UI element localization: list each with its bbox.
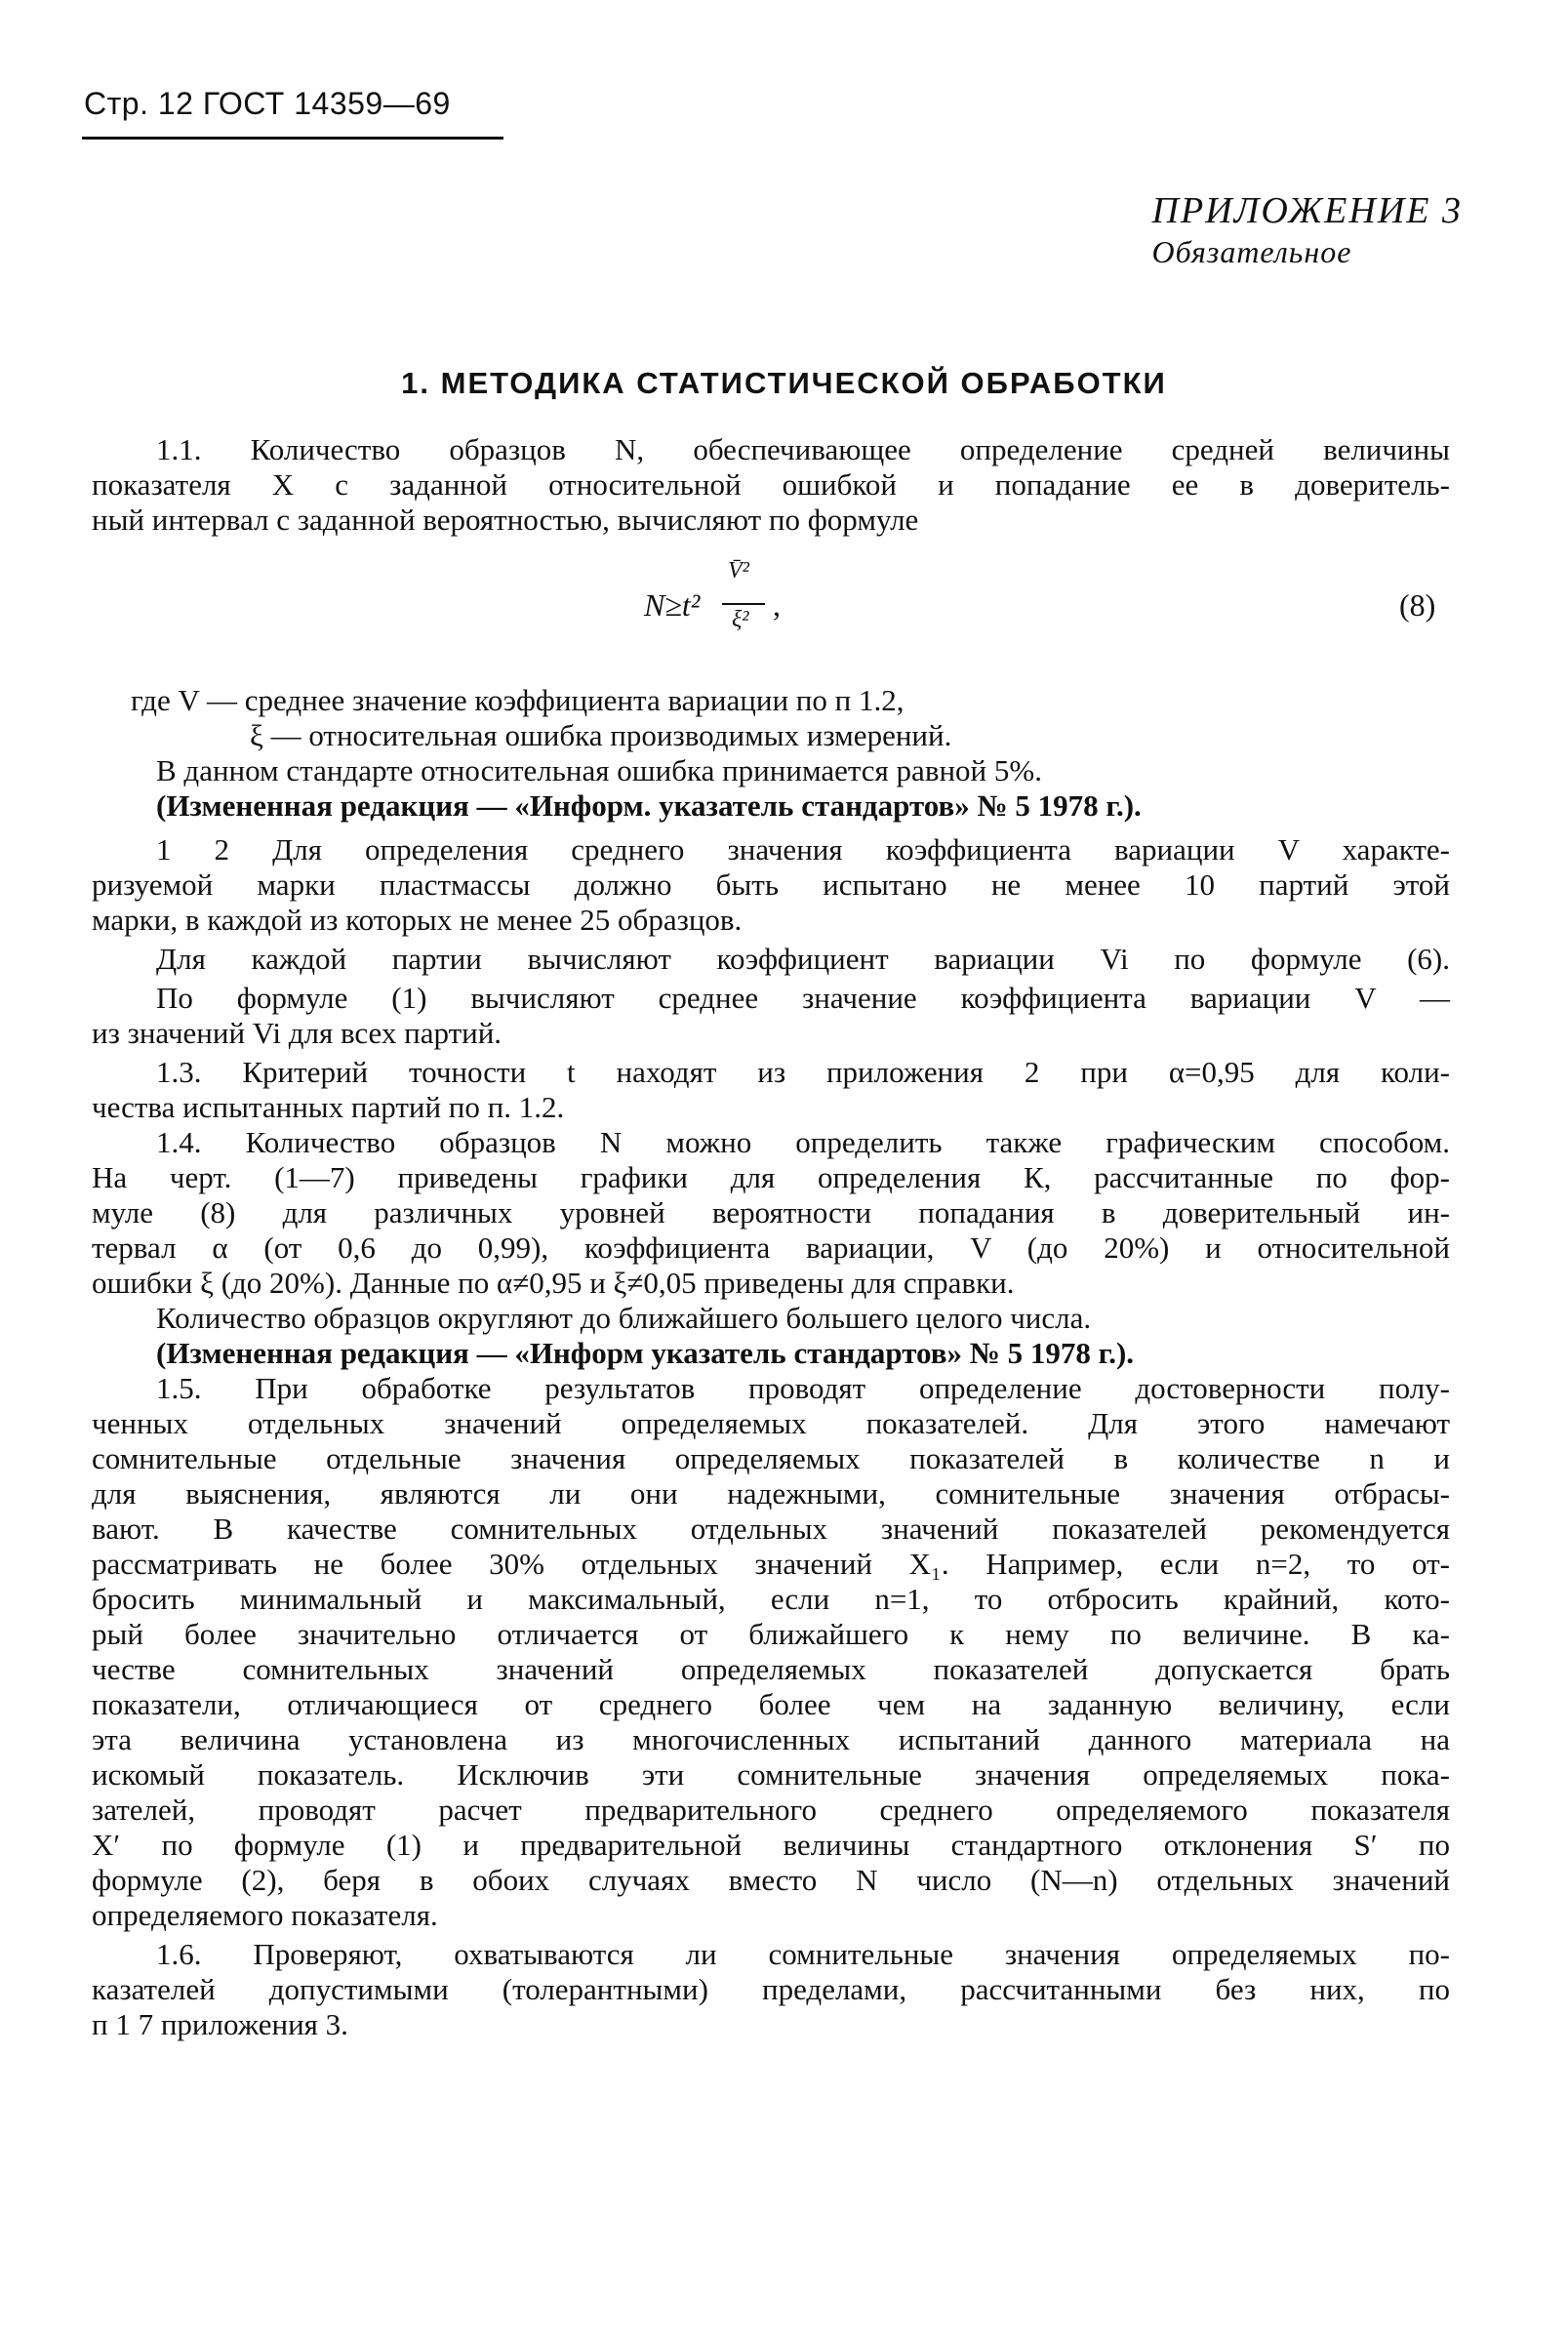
formula-lhs: N≥t²	[644, 587, 701, 623]
text-line: п 1 7 приложения 3.	[92, 2007, 348, 2041]
text-line: казателей допустимыми (толерантными) пределами, рассчитанными без них, по	[92, 1972, 1450, 2006]
text-line: 1.4. Количество образцов N можно определить также графическим способом.	[156, 1125, 1450, 1159]
where-line-v: где V — среднее значение коэффициента вариации по п 1.2,	[131, 683, 905, 717]
text-line: 1.6. Проверяют, охватываются ли сомнительные значения определяемых по-	[156, 1937, 1450, 1971]
text-line: муле (8) для различных уровней вероятности попадания в доверительный ин-	[92, 1195, 1450, 1229]
amendment-note: (Измененная редакция — «Информ. указатель стандартов» № 5 1978 г.).	[156, 788, 1142, 823]
text-line: На черт. (1—7) приведены графики для определения К, рассчитанные по фор-	[92, 1160, 1450, 1194]
text-line: X′ по формуле (1) и предварительной величины стандартного отклонения S′ по	[92, 1828, 1450, 1862]
text-line: бросить минимальный и максимальный, если n=1, то отбросить крайний, кото-	[92, 1582, 1450, 1616]
text-line: формуле (2), беря в обоих случаях вместо N число (N—n) отдельных значений	[92, 1863, 1450, 1897]
text-line: ризуемой марки пластмассы должно быть испытано не менее 10 партий этой	[92, 867, 1450, 902]
text-line: тервал α (от 0,6 до 0,99), коэффициента вариации, V (до 20%) и относительной	[92, 1230, 1450, 1265]
text-line: В данном стандарте относительная ошибка принимается равной 5%.	[156, 753, 1042, 787]
text-line: Для каждой партии вычисляют коэффициент вариации Vi по формуле (6).	[156, 942, 1450, 976]
where-line-xi: ξ — относительная ошибка производимых измерений.	[250, 718, 952, 752]
text-line: эта величина установлена из многочисленных испытаний данного материала на	[92, 1722, 1450, 1756]
text-line: 1.1. Количество образцов N, обеспечивающее определение средней величины	[156, 432, 1450, 466]
formula-denominator: ξ²	[732, 607, 749, 632]
formula-8	[644, 558, 839, 665]
text-line: чества испытанных партий по п. 1.2.	[92, 1090, 565, 1124]
text-line: честве сомнительных значений определяемых показателей допускается брать	[92, 1652, 1450, 1686]
text-line: искомый показатель. Исключив эти сомнительные значения определяемых пока-	[92, 1757, 1450, 1792]
formula-number: (8)	[1399, 587, 1436, 623]
amendment-note: (Измененная редакция — «Информ указатель стандартов» № 5 1978 г.).	[156, 1336, 1135, 1370]
fraction-bar	[722, 603, 765, 605]
text-line: показателя X с заданной относительной ошибкой и попадание ее в доверитель-	[92, 467, 1450, 502]
text-line: показатели, отличающиеся от среднего более чем на заданную величину, если	[92, 1687, 1450, 1721]
text-line: По формуле (1) вычисляют среднее значение коэффициента вариации V —	[156, 981, 1450, 1015]
text-line: 1 2 Для определения среднего значения коэффициента вариации V характе-	[156, 832, 1450, 867]
text-line: из значений Vi для всех партий.	[92, 1016, 503, 1050]
appendix-block	[1152, 189, 1463, 270]
header-rule	[82, 137, 503, 140]
text-line: ошибки ξ (до 20%). Данные по α≠0,95 и ξ≠0,05 приведены для справки.	[92, 1266, 1015, 1300]
text-line: марки, в каждой из которых не менее 25 образцов.	[92, 903, 743, 937]
page-header: Стр. 12 ГОСТ 14359—69	[84, 86, 451, 121]
text-line: определяемого показателя.	[92, 1898, 438, 1932]
text-line: для выяснения, являются ли они надежными, сомнительные значения отбрасы-	[92, 1476, 1450, 1511]
formula-numerator: V̄²	[728, 558, 749, 584]
section-title: 1. МЕТОДИКА СТАТИСТИЧЕСКОЙ ОБРАБОТКИ	[401, 366, 1167, 400]
text-line: зателей, проводят расчет предварительного среднего определяемого показателя	[92, 1793, 1450, 1827]
text-line: 1.3. Критерий точности t находят из приложения 2 при α=0,95 для коли-	[156, 1055, 1450, 1089]
text-line: ченных отдельных значений определяемых показателей. Для этого намечают	[92, 1406, 1450, 1440]
text-line: сомнительные отдельные значения определяемых показателей в количестве n и	[92, 1441, 1450, 1475]
text-line: рый более значительно отличается от ближайшего к нему по величине. В ка-	[92, 1617, 1450, 1651]
formula-comma: ,	[773, 587, 781, 623]
text-line: рассматривать не более 30% отдельных значений X₁. Например, если n=2, то от-	[92, 1547, 1450, 1581]
appendix-subtitle: Обязательное	[1151, 234, 1352, 269]
text-line: Количество образцов округляют до ближайшего большего целого числа.	[156, 1301, 1092, 1335]
text-line: вают. В качестве сомнительных отдельных значений показателей рекомендуется	[92, 1512, 1450, 1546]
text-line: ный интервал с заданной вероятностью, вычисляют по формуле	[92, 503, 919, 537]
text-line: 1.5. При обработке результатов проводят определение достоверности полу-	[156, 1371, 1450, 1405]
appendix-title: ПРИЛОЖЕНИЕ 3	[1151, 190, 1463, 231]
